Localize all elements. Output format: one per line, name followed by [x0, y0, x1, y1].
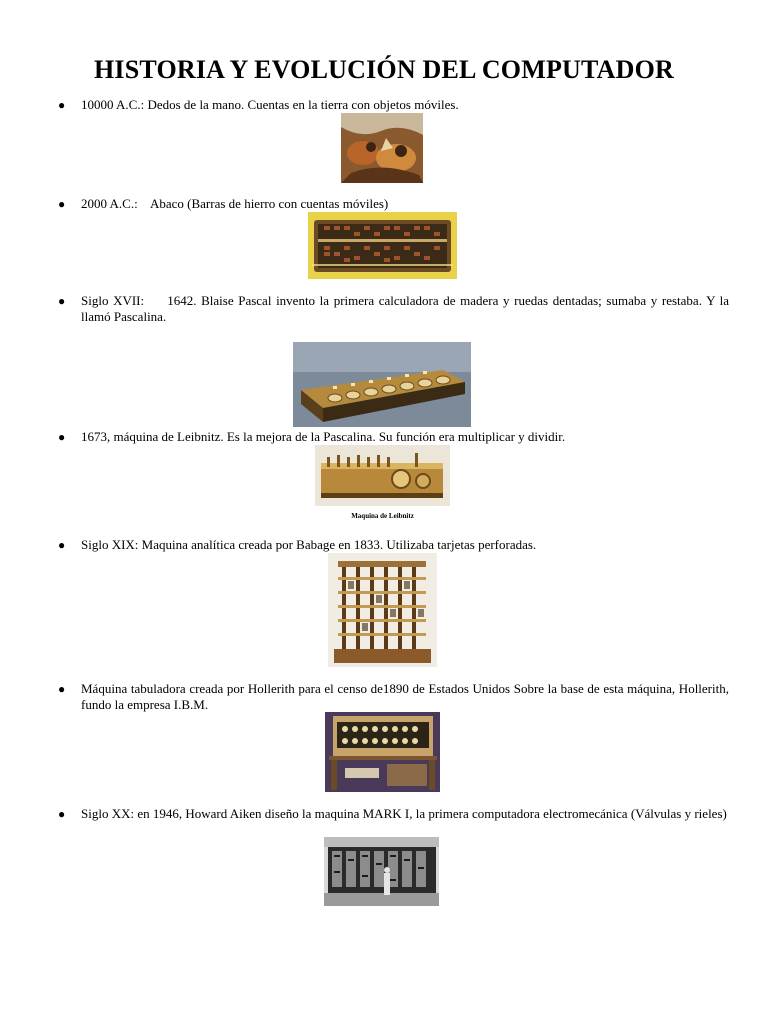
item-text: Siglo XVII: 1642. Blaise Pascal invento la primera calculadora de madera y ruedas dentadas; sumaba y restaba. Y la llamó Pascalina.: [81, 293, 733, 324]
page-title: HISTORIA Y EVOLUCIÓN DEL COMPUTADOR: [93, 55, 674, 84]
mark-i-image: [324, 837, 439, 906]
item-text: 2000 A.C.: Abaco (Barras de hierro con cuentas móviles): [81, 196, 389, 211]
tabulating-machine-image: [325, 712, 440, 792]
bullet: ●: [58, 682, 66, 696]
item-text: 10000 A.C.: Dedos de la mano. Cuentas en la tierra con objetos móviles.: [81, 97, 459, 112]
cave-painting-image: [341, 113, 423, 183]
leibniz-machine-image: [315, 445, 450, 506]
pascaline-image: [293, 342, 471, 427]
bullet: ●: [58, 197, 66, 211]
bullet: ●: [58, 294, 66, 308]
item-text: Máquina tabuladora creada por Hollerith para el censo de1890 de Estados Unidos Sobre la base de esta máquina, Hollerith, fundo la empresa I.B.M.: [81, 681, 733, 712]
bullet: ●: [58, 807, 66, 821]
item-text: Siglo XX: en 1946, Howard Aiken diseño la maquina MARK I, la primera computadora electromecánica (Válvulas y rieles): [81, 806, 727, 821]
analytical-engine-image: [328, 553, 437, 667]
bullet: ●: [58, 430, 66, 444]
abacus-image: [308, 212, 457, 279]
item-text: Siglo XIX: Maquina analítica creada por Babage en 1833. Utilizaba tarjetas perforadas.: [81, 537, 537, 552]
image-caption: Maquina de Leibnitz: [351, 512, 414, 520]
item-text: 1673, máquina de Leibnitz. Es la mejora de la Pascalina. Su función era multiplicar y dividir.: [81, 429, 566, 444]
bullet: ●: [58, 98, 66, 112]
bullet: ●: [58, 538, 66, 552]
